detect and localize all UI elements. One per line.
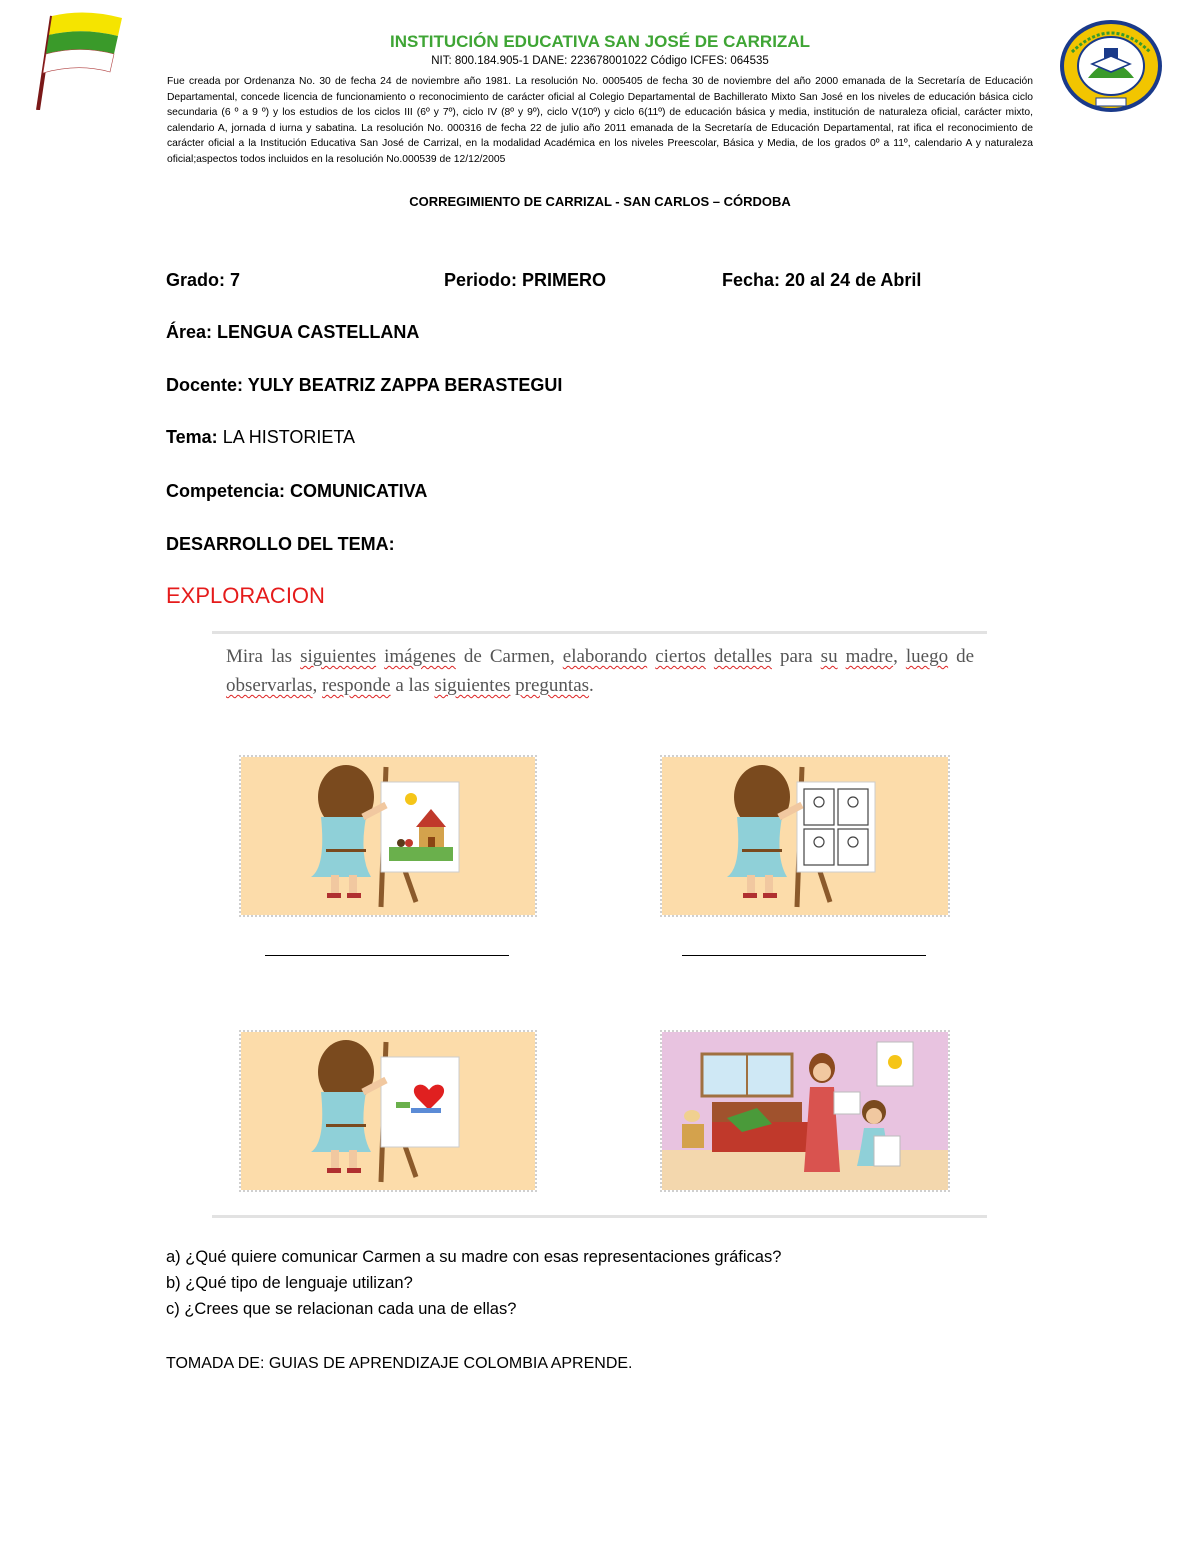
instruction-word: de Carmen, [455,646,563,667]
instruction-word: para [771,646,821,667]
legal-text: Fue creada por Ordenanza No. 30 de fecha 24 de noviembre año 1981. La resolución No. 0005405 de fecha 30 de noviembre del año 2000 emanada de la Secretaría de Educación Departamental, concede licencia de funcionamiento o reconocimiento de carácter oficial al Colegio Departamental de Bachillerato Mixto San José en los niveles de educación básica ciclo secundaria (6 º a 9 º) y los estudios de los ciclos III (6º y 7º), ciclo IV (8º y 9º), ciclo V(10º) y ciclo 6(11º) de educación básica y media, institución de naturaleza oficial, carácter mixto, calendario A, jornada d iurna y sabatina. La resolución No. 000316 de fecha 22 de julio año 2011 emanada de la Secretaría de Educación Departamental, rat ifica el reconocimiento de carácter oficial a la Institución Educativa San José de Carrizal, en la modalidad Académica en los niveles Preescolar, Básica y Media, de los grados 0º a 11º, calendario A y naturaleza oficial;aspectos todos incluidos en la resolución No.000539 de 12/12/2005 [167,76,1033,165]
fecha-field [722,270,921,291]
instruction-word: . [589,675,594,696]
instruction-word: imágenes [384,646,456,667]
institution-name: INSTITUCIÓN EDUCATIVA SAN JOSÉ DE CARRIZAL [390,32,810,51]
instruction-word: detalles [713,646,772,667]
school-seal-icon [1058,18,1164,114]
instruction-word [376,646,384,667]
box-bottom-rule [212,1215,987,1218]
instruction-word: las [262,646,301,667]
instruction-word: siguientes [434,675,511,696]
flag-icon [30,10,130,110]
question-a: a) ¿Qué quiere comunicar Carmen a su madre con esas representaciones gráficas? [166,1248,782,1266]
girl-painting-house-image [241,757,535,915]
source-note: TOMADA DE: GUIAS DE APRENDIZAJE COLOMBIA APRENDE. [166,1355,633,1372]
question-c: c) ¿Crees que se relacionan cada una de ellas? [166,1300,517,1318]
periodo-label: Periodo: [444,270,523,290]
area-value: LENGUA CASTELLANA [217,322,420,342]
location-line: CORREGIMIENTO DE CARRIZAL - SAN CARLOS – CÓRDOBA [409,194,791,209]
instruction-word: preguntas [515,675,590,696]
instruction-word: observarlas [226,675,313,696]
instruction-word [838,646,846,667]
instruction-word: su [820,646,838,667]
competencia-label: Competencia: [166,481,291,501]
nit-line: NIT: 800.184.905-1 DANE: 223678001022 Código ICFES: 064535 [431,55,769,67]
comic-panel-3 [239,1030,537,1192]
instruction-word [647,646,655,667]
instruction-word: , [312,675,323,696]
instruction-word: elaborando [562,646,648,667]
instruction-word: Mira [226,646,263,667]
instruction-word: madre [845,646,894,667]
instruction-word: , [893,646,906,667]
tema-value: LA HISTORIETA [222,427,356,447]
docente-field [166,375,562,396]
tema-label: Tema: [166,427,223,447]
competencia-value: COMUNICATIVA [290,481,428,501]
tema-field [166,427,355,448]
grado-label: Grado: [166,270,231,290]
instruction-word: siguientes [300,646,377,667]
area-field [166,322,419,343]
girl-painting-comic-strip-image [662,757,948,915]
instruction-word [706,646,714,667]
fecha-value: 20 al 24 de Abril [785,270,922,290]
answer-line-2[interactable] [682,955,926,956]
instruction-word: ciertos [655,646,706,667]
periodo-field [444,270,606,291]
comic-panel-2 [660,755,950,917]
instruction-word: de [948,646,975,667]
girl-painting-heart-message-image [241,1032,535,1190]
docente-value: YULY BEATRIZ ZAPPA BERASTEGUI [247,375,563,395]
grado-field [166,270,240,291]
question-b: b) ¿Qué tipo de lenguaje utilizan? [166,1274,413,1292]
periodo-value: PRIMERO [522,270,607,290]
girl-giving-drawing-to-mother-image [662,1032,948,1190]
box-top-rule [212,631,987,634]
comic-panel-4 [660,1030,950,1192]
instruction-word: a las [390,675,435,696]
comic-panel-1 [239,755,537,917]
area-label: Área: [166,322,218,342]
fecha-label: Fecha: [722,270,786,290]
instruction-word: luego [905,646,949,667]
docente-label: Docente: [166,375,248,395]
desarrollo-heading: DESARROLLO DEL TEMA: [166,534,395,554]
answer-line-1[interactable] [265,955,509,956]
instruction-text [226,642,974,700]
instruction-word: responde [322,675,391,696]
exploracion-heading: EXPLORACION [166,583,325,608]
competencia-field [166,481,427,502]
grado-value: 7 [230,270,241,290]
